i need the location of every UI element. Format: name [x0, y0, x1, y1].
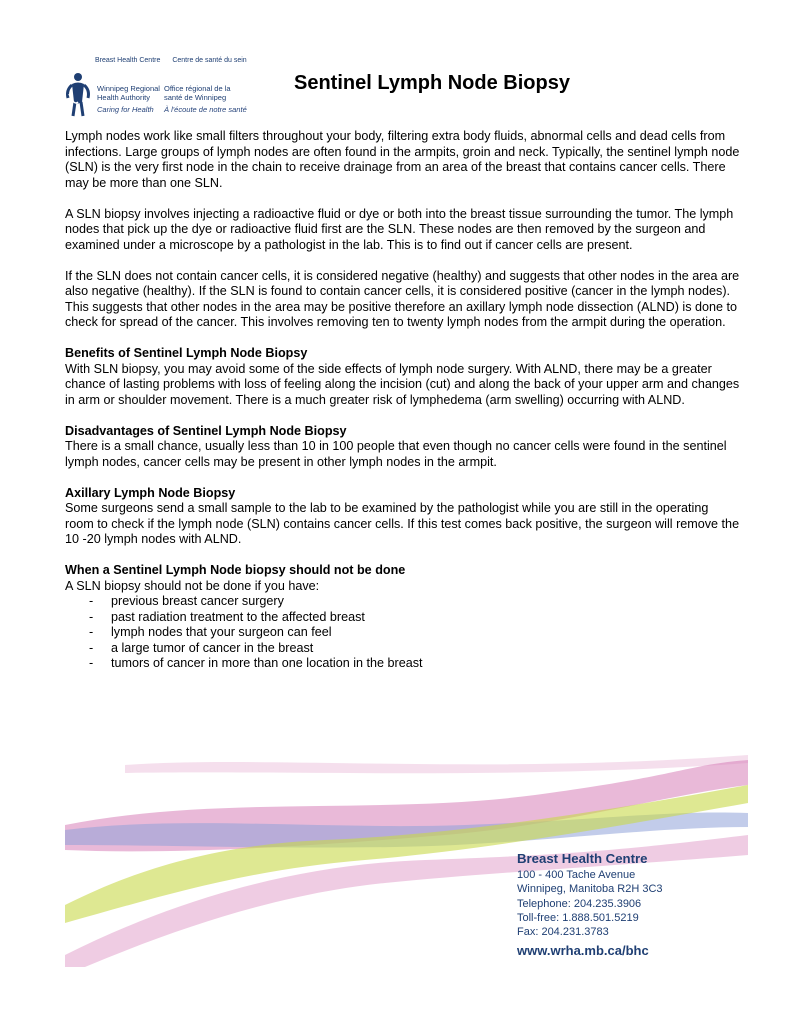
org-line: santé de Winnipeg — [164, 93, 227, 102]
contact-address2: Winnipeg, Manitoba R2H 3C3 — [517, 883, 663, 896]
page-title: Sentinel Lymph Node Biopsy — [294, 72, 570, 94]
contact-website-link[interactable]: www.wrha.mb.ca/bhc — [517, 943, 649, 959]
contact-fax: Fax: 204.231.3783 — [517, 926, 609, 939]
centre-name-en: Breast Health Centre — [95, 57, 161, 64]
org-name-en — [97, 84, 160, 114]
contact-telephone: Telephone: 204.235.3906 — [517, 897, 642, 910]
section-heading-benefits: Benefits of Sentinel Lymph Node Biopsy — [65, 346, 308, 360]
tagline-fr: À l'écoute de notre santé — [164, 105, 247, 114]
header-centre-names — [95, 57, 247, 64]
list-item-text: lymph nodes that your surgeon can feel — [111, 625, 332, 639]
list-item-text: tumors of cancer in more than one location in the breast — [111, 656, 423, 670]
org-name-fr — [164, 84, 247, 114]
org-line: Winnipeg Regional — [97, 84, 160, 93]
bullet-dash: - — [89, 609, 94, 624]
wave-pink-top — [125, 755, 748, 773]
contact-block — [517, 852, 663, 958]
section-text-when-not: A SLN biopsy should not be done if you have: — [65, 578, 320, 593]
intro-paragraph: A SLN biopsy involves injecting a radioactive fluid or dye or both into the breast tissue surrounding the tumor. The lymph nodes that pick up the dye or radioactive fluid first are the SLN. These nodes are then removed by the surgeon and examined under a microscope by a pathologist in the lab. This is to find out if cancer cells are present. — [65, 206, 734, 252]
section-text-axillary: Some surgeons send a small sample to the lab to be examined by the pathologist while you are still in the operating room to check if the lymph node (SLN) contains cancer cells. If this test comes back positive, the surgeon will remove the 10 -20 lymph nodes with ALND. — [65, 501, 740, 546]
section-text-disadvantages: There is a small chance, usually less than 10 in 100 people that even though no cancer cells were found in the sentinel lymph nodes, cancer cells may be present in other lymph nodes in the armpit. — [65, 439, 727, 469]
contact-tollfree: Toll-free: 1.888.501.5219 — [517, 911, 639, 924]
list-item — [65, 656, 740, 672]
list-item — [65, 610, 740, 626]
wrha-logo-icon — [64, 72, 92, 118]
intro-paragraph: Lymph nodes work like small filters throughout your body, filtering extra body fluids, abnormal cells and dead cells from infections. Large groups of lymph nodes are often found in the armpits, groin and neck. Typically, the sentinel lymph node (SLN) is the very first node in the chain to receive drainage from an area of the breast that contains cancer cells. There may be more than one SLN. — [65, 129, 740, 190]
bullet-dash: - — [89, 594, 94, 608]
section-text-benefits: With SLN biopsy, you may avoid some of the side effects of lymph node surgery. With ALND, there may be a greater chance of lasting problems with loss of feeling along the incision (cut) and along the back of your upper arm and changes in arm or shoulder movement. There is a much greater risk of lymphedema (arm swelling) occurring with ALND. — [65, 361, 740, 407]
bullet-dash: - — [89, 625, 94, 639]
list-item-text: past radiation treatment to the affected breast — [111, 609, 365, 624]
section-heading-axillary: Axillary Lymph Node Biopsy — [65, 485, 236, 500]
contact-address1: 100 - 400 Tache Avenue — [517, 869, 636, 882]
list-item-text: previous breast cancer surgery — [111, 594, 284, 608]
bullet-dash: - — [89, 656, 94, 670]
centre-name-fr: Centre de santé du sein — [172, 57, 247, 64]
tagline-en: Caring for Health — [97, 105, 154, 114]
contraindication-list — [65, 594, 740, 672]
section-heading-disadvantages: Disadvantages of Sentinel Lymph Node Biopsy — [65, 423, 347, 438]
list-item-text: a large tumor of cancer in the breast — [111, 640, 314, 655]
list-item — [65, 594, 740, 610]
document-body — [65, 129, 740, 672]
intro-paragraph: If the SLN does not contain cancer cells, it is considered negative (healthy) and suggests that other nodes in the area are also negative (healthy). If the SLN is found to contain cancer cells, it is considered positive (cancer in the lymph nodes). This suggests that other nodes in the area may be positive therefore an axillary lymph node dissection (ALND) is done to check for spread of the cancer. This involves removing ten to twenty lymph nodes from the armpit during the operation. — [65, 268, 740, 329]
bullet-dash: - — [89, 640, 94, 655]
section-heading-when-not: When a Sentinel Lymph Node biopsy should not be done — [65, 563, 406, 577]
org-line: Health Authority — [97, 93, 150, 102]
contact-name: Breast Health Centre — [517, 851, 648, 866]
list-item — [65, 625, 740, 641]
list-item — [65, 641, 740, 657]
org-line: Office régional de la — [164, 84, 231, 93]
